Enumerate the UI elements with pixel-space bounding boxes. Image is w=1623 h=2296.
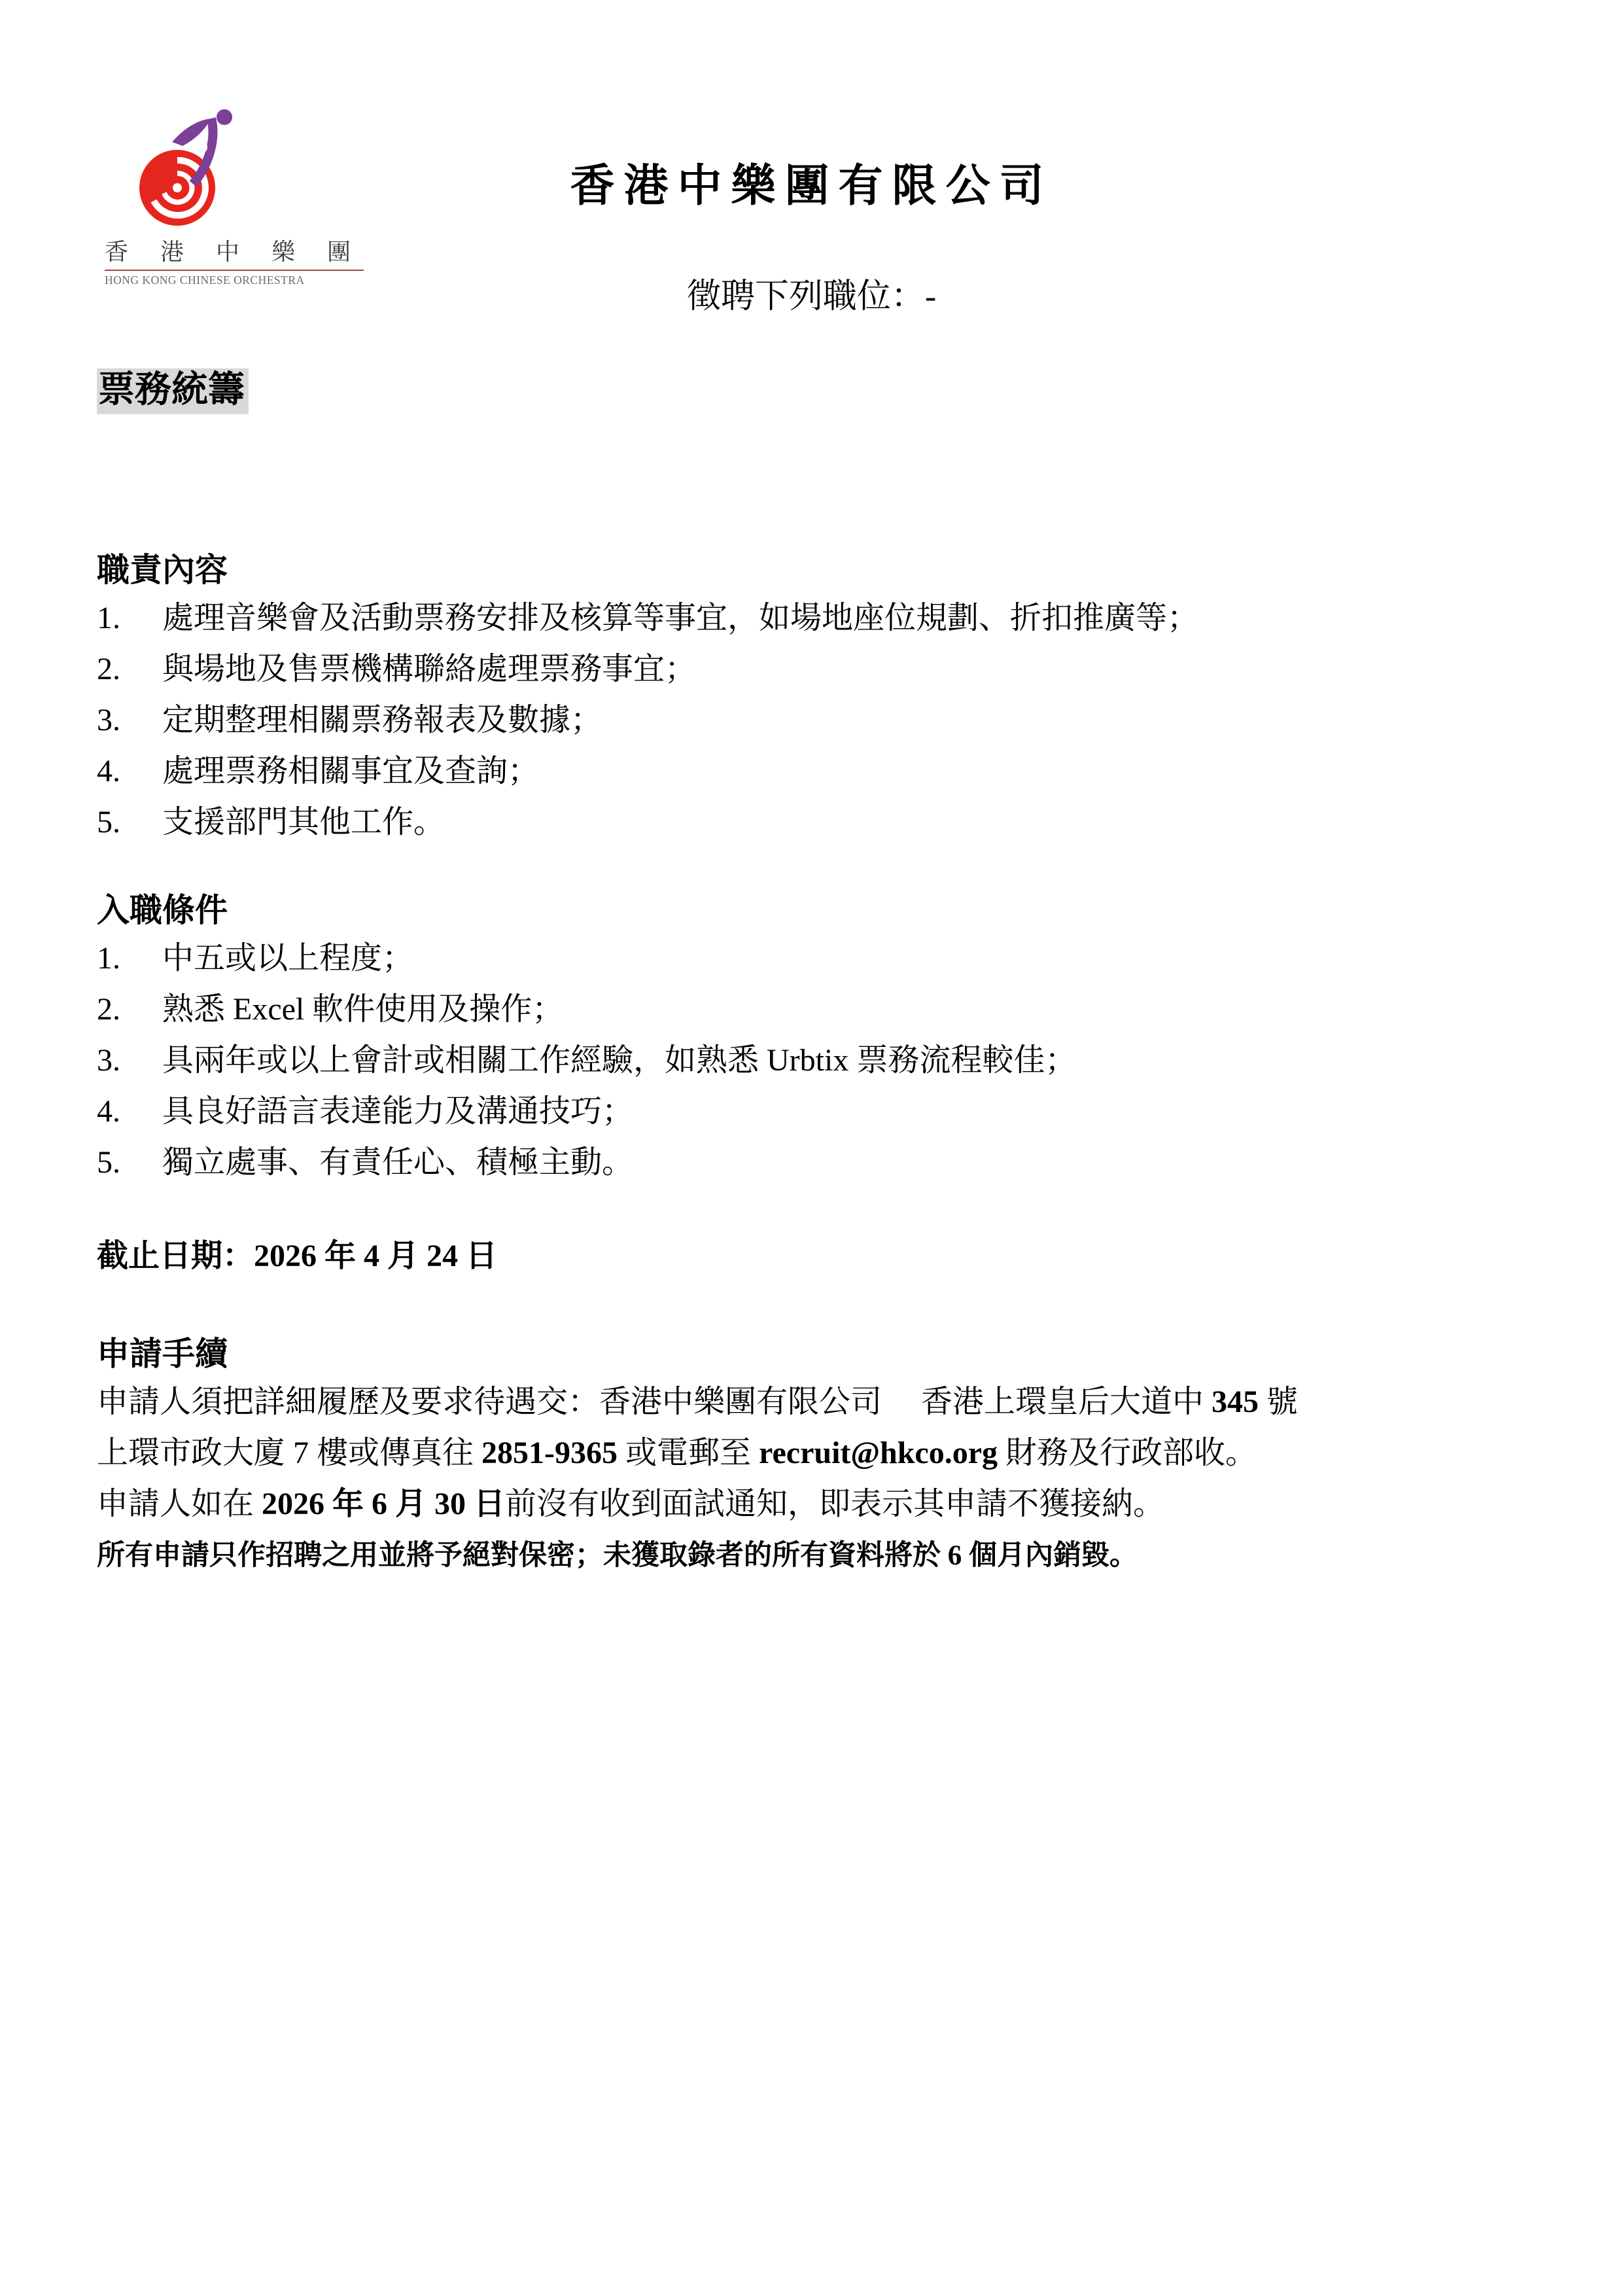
- application-paragraph: [97, 1377, 1526, 1530]
- list-item-text: 具兩年或以上會計或相關工作經驗，如熟悉 Urbtix 票務流程較佳；: [162, 1043, 1077, 1078]
- position-title: [97, 365, 1526, 415]
- list-item-text: 支援部門其他工作。: [162, 805, 445, 839]
- list-item-number: 4.: [97, 754, 120, 788]
- logo-english-name: HONG KONG CHINESE ORCHESTRA: [105, 274, 305, 287]
- paragraph-line: 申請人如在 2026 年 6 月 30 日前沒有收到面試通知，即表示其申請不獲接納。: [97, 1487, 1165, 1521]
- position-title-highlight: 票務統籌: [97, 368, 249, 414]
- list-item-number: 1.: [97, 941, 120, 976]
- list-item-text: 處理音樂會及活動票務安排及核算等事宜，如場地座位規劃、折扣推廣等；: [162, 601, 1199, 635]
- list-item-number: 3.: [97, 703, 120, 737]
- paragraph-line: 上環市政大廈 7 樓或傳真往 2851-9365 或電郵至 recruit@hkco.org 財務及行政部收。: [97, 1436, 1257, 1470]
- list-item: [97, 644, 1526, 695]
- list-item: [97, 984, 1526, 1035]
- logo-chinese-name: 香 港 中 樂 團: [105, 234, 364, 271]
- list-item-text: 中五或以上程度；: [162, 941, 414, 976]
- list-item-text: 獨立處事、有責任心、積極主動。: [162, 1145, 634, 1180]
- list-item-number: 5.: [97, 1145, 120, 1180]
- list-item-number: 3.: [97, 1043, 120, 1078]
- list-item: [97, 933, 1526, 984]
- duties-list: [97, 593, 1526, 848]
- duties-heading: 職責內容: [97, 552, 228, 588]
- paragraph-line: 申請人須把詳細履歷及要求待遇交：香港中樂團有限公司 香港上環皇后大道中 345 號: [97, 1385, 1299, 1419]
- deadline-line: 截止日期：2026 年 4 月 24 日: [97, 1239, 498, 1273]
- list-item-number: 2.: [97, 992, 120, 1027]
- list-item: [97, 746, 1526, 797]
- list-item-text: 定期整理相關票務報表及數據；: [162, 703, 602, 737]
- hkco-logo: [105, 108, 364, 287]
- orchestra-swirl-note-icon: [128, 108, 265, 232]
- list-item: [97, 695, 1526, 746]
- requirements-heading: 入職條件: [97, 892, 228, 928]
- company-title: 香港中樂團有限公司: [570, 161, 1053, 211]
- list-item: [97, 593, 1526, 644]
- list-item: [97, 1035, 1526, 1086]
- list-item-text: 與場地及售票機構聯絡處理票務事宜；: [162, 652, 697, 686]
- recruitment-subtitle: 徵聘下列職位：-: [686, 278, 937, 315]
- list-item-text: 處理票務相關事宜及查詢；: [162, 754, 540, 788]
- list-item: [97, 1137, 1526, 1188]
- list-item-text: 具良好語言表達能力及溝通技巧；: [162, 1094, 634, 1129]
- application-heading: 申請手續: [97, 1335, 228, 1372]
- list-item-text: 熟悉 Excel 軟件使用及操作；: [162, 992, 564, 1027]
- list-item-number: 4.: [97, 1094, 120, 1129]
- list-item-number: 2.: [97, 652, 120, 686]
- list-item: [97, 797, 1526, 848]
- list-item-number: 5.: [97, 805, 120, 839]
- list-item-number: 1.: [97, 601, 120, 635]
- requirements-list: [97, 933, 1526, 1188]
- list-item: [97, 1086, 1526, 1137]
- privacy-note: 所有申請只作招聘之用並將予絕對保密；未獲取錄者的所有資料將於 6 個月內銷毀。: [97, 1540, 1138, 1571]
